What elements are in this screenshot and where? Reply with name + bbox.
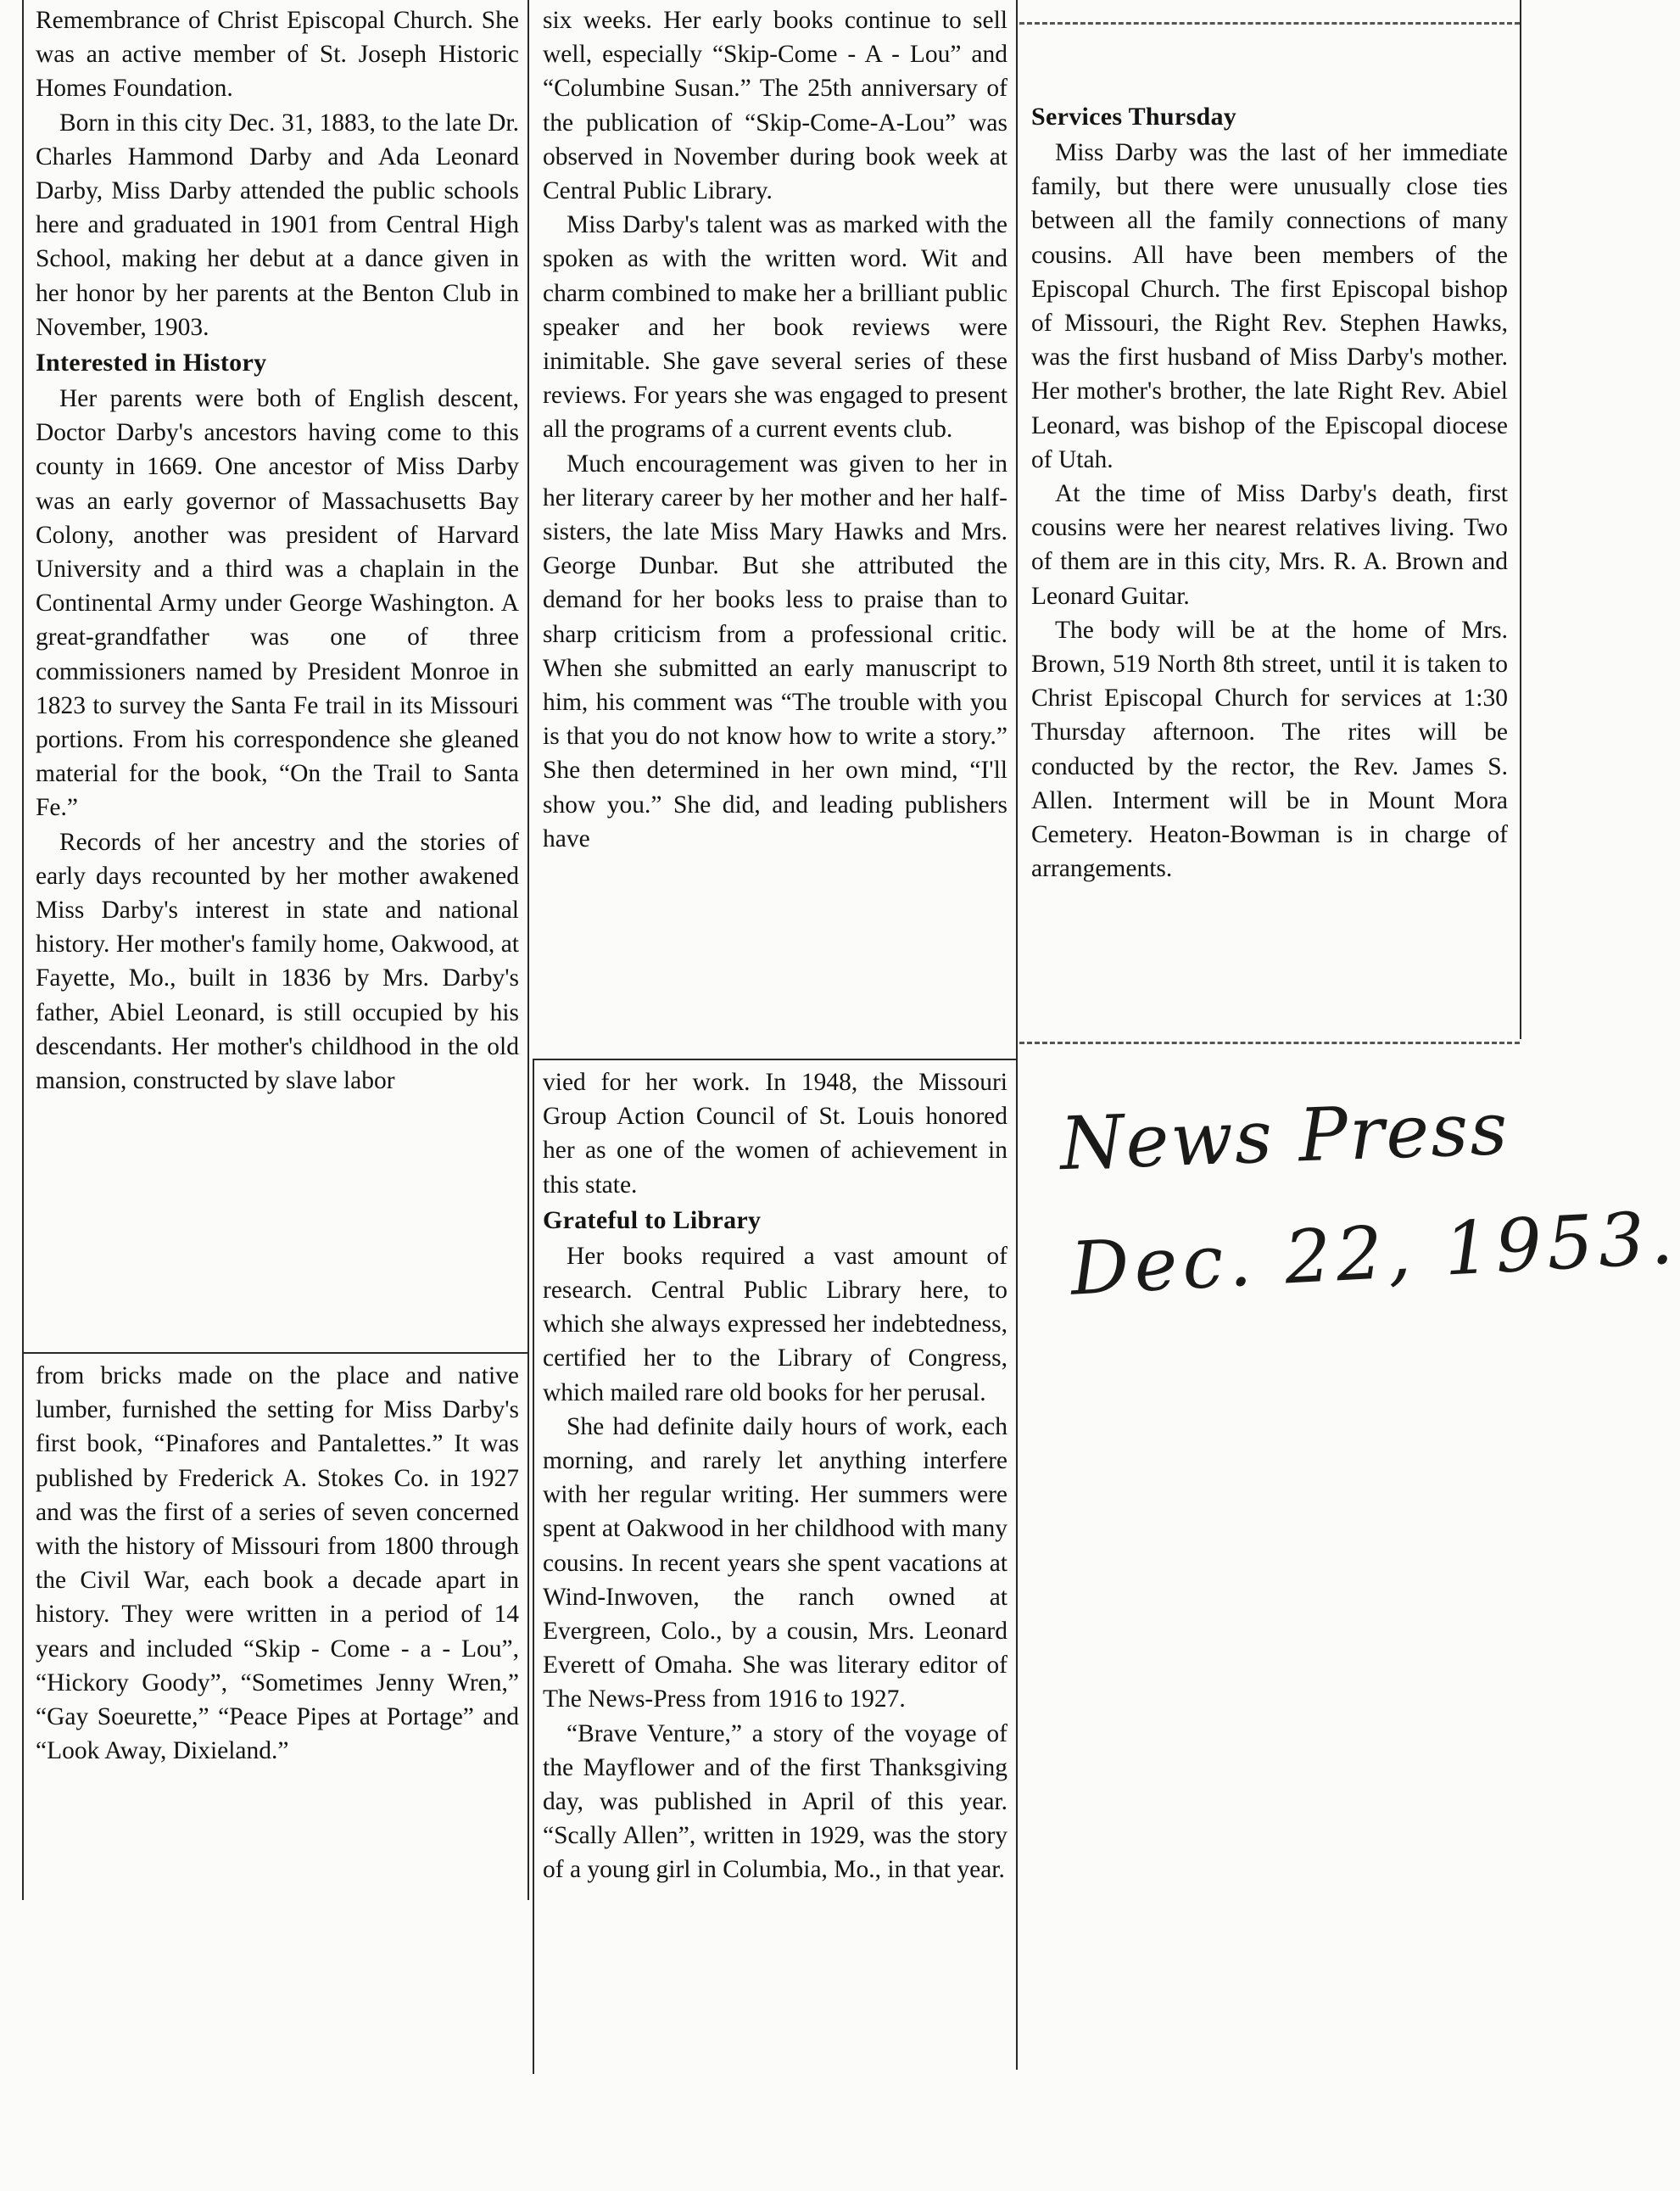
column-divider-2-left: [533, 1060, 534, 2074]
column-1-bottom: [24, 1355, 527, 1898]
article-paragraph: Much encouragement was given to her in her literary career by her mother and her half-sisters, the late Miss Mary Hawks and Mrs. George Dunbar. But she attributed the demand for her books less to praise than to sharp criticism from a professional critic. When she submitted an early manuscript to him, his comment was “The trouble with you is that you do not know how to write a story.” She then determined in her own mind, “I'll show you.” She did, and leading publishers have: [543, 450, 1007, 852]
column-divider-1-2: [527, 0, 529, 1900]
clipping-edge-col3-bottom: [1019, 1042, 1520, 1044]
handwritten-source-note: News Press: [1058, 1086, 1510, 1188]
article-paragraph: Remembrance of Christ Episcopal Church. She was an active member of St. Joseph Historic Homes Foundation.: [36, 7, 519, 103]
column-3: [1019, 95, 1516, 1035]
column-1-top: [24, 0, 527, 1349]
article-paragraph: At the time of Miss Darby's death, first cousins were her nearest relatives living. Two of them are in this city, Mrs. R. A. Brown and Leonard Guitar.: [1031, 480, 1508, 610]
column-divider-3-right: [1520, 0, 1521, 1039]
section-heading: Interested in History: [36, 349, 267, 377]
column-2-bottom: [531, 1062, 1016, 2071]
article-paragraph: “Brave Venture,” a story of the voyage of the Mayflower and of the first Thanksgiving day, was published in April of this year. “Scally Allen”, written in 1929, was the story of a young girl in Columbia, Mo., in that year.: [543, 1719, 1007, 1884]
article-paragraph: She had definite daily hours of work, each morning, and rarely let anything interfere with her regular writing. Her summers were spent at Oakwood in her childhood with many cousins. In recent years she spent vacations at Wind-Inwoven, the ranch owned at Evergreen, Colo., by a cousin, Mrs. Leonard Everett of Omaha. She was literary editor of The News-Press from 1916 to 1927.: [543, 1412, 1007, 1713]
handwritten-date-note: Dec. 22, 1953.: [1068, 1195, 1680, 1312]
clipping-edge-col3-top: [1019, 22, 1520, 25]
article-paragraph: Miss Darby was the last of her immediate family, but there were unusually close ties between all the family connections of many cousins. All have been members of the Episcopal Church. The first Episcopal bishop of Missouri, the Right Rev. Stephen Hawks, was the first husband of Miss Darby's mother. Her mother's brother, the late Right Rev. Abiel Leonard, was bishop of the Episcopal diocese of Utah.: [1031, 139, 1508, 473]
section-heading: Grateful to Library: [543, 1205, 762, 1234]
clipping-edge-col1: [24, 1352, 527, 1354]
section-heading: Services Thursday: [1031, 103, 1237, 131]
clipping-edge-col2: [533, 1059, 1016, 1060]
column-2-top: [531, 0, 1016, 1057]
column-divider-left: [22, 0, 24, 1900]
article-paragraph: Her parents were both of English descent, Doctor Darby's ancestors having come to this county in 1669. One ancestor of Miss Darby was an early governor of Massachusetts Bay Colony, another was president of Harvard University and a third was a chaplain in the Continental Army under George Washington. A great-grandfather was one of three commissioners named by President Monroe in 1823 to survey the Santa Fe trail in its Missouri portions. From his correspondence she gleaned material for the book, “On the Trail to Santa Fe.”: [36, 385, 519, 822]
article-paragraph: The body will be at the home of Mrs. Brown, 519 North 8th street, until it is taken to Christ Episcopal Church for services at 1:30 Thursday afternoon. The rites will be conducted by the rector, the Rev. James S. Allen. Interment will be in Mount Mora Cemetery. Heaton-Bowman is in charge of arrangements.: [1031, 616, 1508, 883]
article-paragraph: Born in this city Dec. 31, 1883, to the late Dr. Charles Hammond Darby and Ada Leonard Darby, Miss Darby attended the public schools here and graduated in 1901 from Central High School, making her debut at a dance given in her honor by her parents at the Benton Club in November, 1903.: [36, 109, 519, 341]
article-paragraph: Records of her ancestry and the stories of early days recounted by her mother awakened Miss Darby's interest in state and national history. Her mother's family home, Oakwood, at Fayette, Mo., built in 1836 by Mrs. Darby's father, Abiel Leonard, is still occupied by his descendants. Her mother's childhood in the old mansion, constructed by slave labor: [36, 828, 519, 1095]
article-paragraph: Her books required a vast amount of research. Central Public Library here, to which she always expressed her indebtedness, certified her to the Library of Congress, which mailed rare old books for her perusal.: [543, 1242, 1007, 1406]
article-paragraph: six weeks. Her early books continue to sell well, especially “Skip-Come - A - Lou” and “Columbine Susan.” The 25th anniversary of the publication of “Skip-Come-A-Lou” was observed in November during book week at Central Public Library.: [543, 7, 1007, 205]
column-divider-2-3: [1016, 0, 1018, 2070]
article-paragraph: Miss Darby's talent was as marked with the spoken as with the written word. Wit and charm combined to make her a brilliant public speaker and her book reviews were inimitable. She gave several series of these reviews. For years she was engaged to present all the programs of a current events club.: [543, 211, 1007, 444]
article-paragraph: vied for her work. In 1948, the Missouri Group Action Council of St. Louis honored her as one of the women of achievement in this state.: [543, 1069, 1007, 1199]
article-paragraph: from bricks made on the place and native lumber, furnished the setting for Miss Darby's first book, “Pinafores and Pantalettes.” It was published by Frederick A. Stokes Co. in 1927 and was the first of a series of seven concerned with the history of Missouri from 1800 through the Civil War, each book a decade apart in history. They were written in a period of 14 years and included “Skip - Come - a - Lou”, “Hickory Goody”, “Sometimes Jenny Wren,” “Gay Soeurette,” “Peace Pipes at Portage” and “Look Away, Dixieland.”: [36, 1362, 519, 1765]
